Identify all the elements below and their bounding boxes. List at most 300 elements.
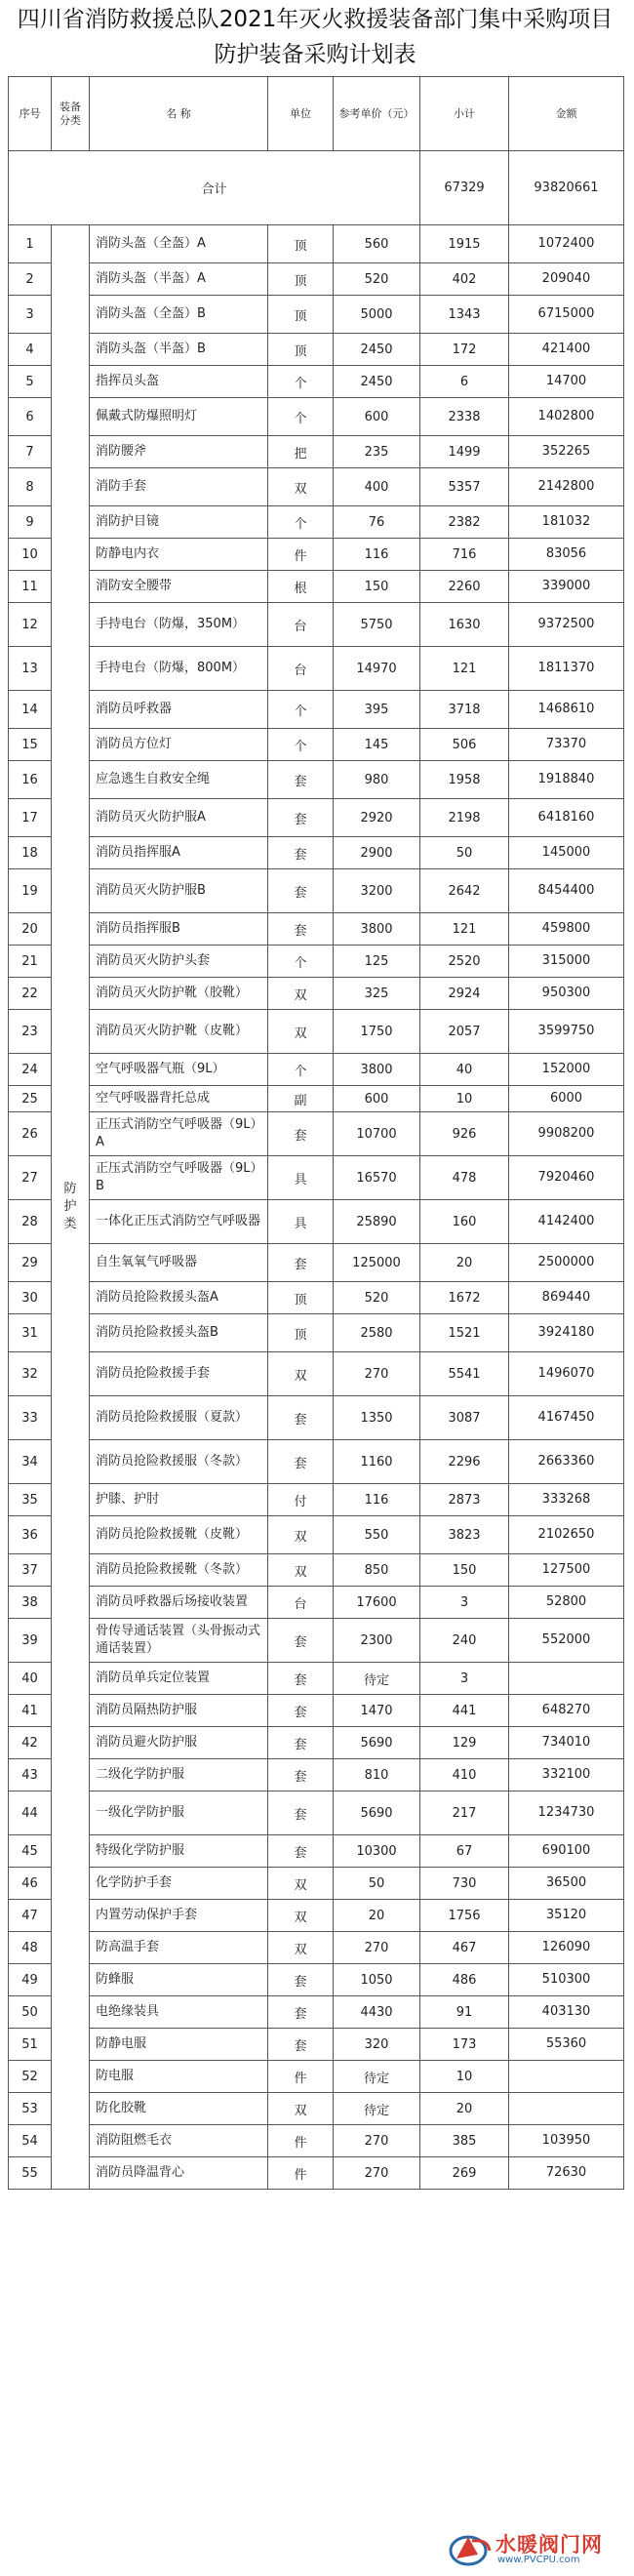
- cell-amount: 4142400: [509, 1200, 624, 1244]
- cell-amount: 332100: [509, 1759, 624, 1791]
- cell-unit-price: 5000: [334, 296, 420, 334]
- cell-index: 41: [9, 1695, 52, 1727]
- cell-name: 手持电台（防爆，350M）: [90, 603, 268, 647]
- cell-unit: 双: [268, 1352, 334, 1396]
- cell-subtotal: 3: [420, 1587, 509, 1619]
- table-row: [9, 296, 624, 334]
- cell-unit: 付: [268, 1484, 334, 1516]
- cell-unit-price: 待定: [334, 1663, 420, 1695]
- table-row: [9, 1759, 624, 1791]
- cell-index: 14: [9, 691, 52, 729]
- cell-index: 54: [9, 2125, 52, 2157]
- cell-subtotal: 2520: [420, 946, 509, 978]
- table-row: [9, 571, 624, 603]
- cell-subtotal: 1958: [420, 761, 509, 799]
- cell-subtotal: 269: [420, 2157, 509, 2190]
- cell-subtotal: 1499: [420, 436, 509, 468]
- cell-name: 消防安全腰带: [90, 571, 268, 603]
- cell-amount: 126090: [509, 1932, 624, 1964]
- table-row: [9, 1516, 624, 1554]
- cell-unit: 套: [268, 1996, 334, 2029]
- cell-unit: 个: [268, 946, 334, 978]
- cell-amount: 181032: [509, 506, 624, 539]
- cell-name: 一级化学防护服: [90, 1791, 268, 1835]
- cell-unit: 个: [268, 691, 334, 729]
- cell-unit: 件: [268, 2061, 334, 2093]
- cell-name: 消防头盔（全盔）A: [90, 225, 268, 263]
- cell-amount: [509, 2061, 624, 2093]
- header-index: 序号: [9, 77, 52, 151]
- cell-unit: 套: [268, 1835, 334, 1868]
- cell-index: 13: [9, 647, 52, 691]
- cell-name: 消防员指挥服A: [90, 837, 268, 869]
- cell-amount: 2102650: [509, 1516, 624, 1554]
- cell-unit: 套: [268, 913, 334, 946]
- cell-name: 防高温手套: [90, 1932, 268, 1964]
- table-row: [9, 506, 624, 539]
- cell-amount: 14700: [509, 366, 624, 398]
- cell-unit: 双: [268, 2093, 334, 2125]
- cell-unit: 顶: [268, 1282, 334, 1314]
- cell-unit-price: 1050: [334, 1964, 420, 1996]
- cell-name: 指挥员头盔: [90, 366, 268, 398]
- cell-unit-price: 1470: [334, 1695, 420, 1727]
- cell-index: 19: [9, 869, 52, 913]
- cell-subtotal: 20: [420, 1244, 509, 1282]
- cell-category: 防护类: [52, 225, 90, 2190]
- table-row: [9, 334, 624, 366]
- cell-unit-price: 14970: [334, 647, 420, 691]
- cell-subtotal: 402: [420, 263, 509, 296]
- cell-amount: 52800: [509, 1587, 624, 1619]
- cell-index: 24: [9, 1054, 52, 1086]
- cell-subtotal: 506: [420, 729, 509, 761]
- cell-name: 空气呼吸器背托总成: [90, 1086, 268, 1112]
- cell-unit-price: 520: [334, 263, 420, 296]
- cell-index: 25: [9, 1086, 52, 1112]
- cell-subtotal: 926: [420, 1112, 509, 1156]
- cell-unit-price: 2900: [334, 837, 420, 869]
- table-row: [9, 1868, 624, 1900]
- cell-name: 自生氧氧气呼吸器: [90, 1244, 268, 1282]
- table-row: [9, 1314, 624, 1352]
- cell-name: 电绝缘装具: [90, 1996, 268, 2029]
- cell-name: 消防员灭火防护头套: [90, 946, 268, 978]
- cell-index: 46: [9, 1868, 52, 1900]
- cell-name: 消防头盔（半盔）A: [90, 263, 268, 296]
- cell-amount: 1234730: [509, 1791, 624, 1835]
- cell-amount: 315000: [509, 946, 624, 978]
- cell-index: 40: [9, 1663, 52, 1695]
- cell-subtotal: 67: [420, 1835, 509, 1868]
- cell-name: 消防员避火防护服: [90, 1727, 268, 1759]
- cell-unit: 个: [268, 729, 334, 761]
- cell-name: 消防员灭火防护服B: [90, 869, 268, 913]
- cell-amount: 333268: [509, 1484, 624, 1516]
- cell-subtotal: 2338: [420, 398, 509, 436]
- cell-subtotal: 217: [420, 1791, 509, 1835]
- cell-index: 34: [9, 1440, 52, 1484]
- header-category: 装备分类: [52, 77, 90, 151]
- cell-unit: 套: [268, 1759, 334, 1791]
- cell-subtotal: 441: [420, 1695, 509, 1727]
- cell-subtotal: 129: [420, 1727, 509, 1759]
- cell-name: 消防员单兵定位装置: [90, 1663, 268, 1695]
- site-watermark: [449, 2525, 629, 2572]
- table-row: [9, 869, 624, 913]
- cell-index: 36: [9, 1516, 52, 1554]
- cell-index: 45: [9, 1835, 52, 1868]
- cell-index: 30: [9, 1282, 52, 1314]
- cell-index: 31: [9, 1314, 52, 1352]
- cell-unit-price: 235: [334, 436, 420, 468]
- cell-index: 21: [9, 946, 52, 978]
- cell-subtotal: 2382: [420, 506, 509, 539]
- table-row: [9, 913, 624, 946]
- cell-name: 应急逃生自救安全绳: [90, 761, 268, 799]
- cell-index: 3: [9, 296, 52, 334]
- cell-name: 内置劳动保护手套: [90, 1900, 268, 1932]
- cell-index: 9: [9, 506, 52, 539]
- cell-amount: 3924180: [509, 1314, 624, 1352]
- cell-subtotal: 2260: [420, 571, 509, 603]
- cell-name: 消防员抢险救援手套: [90, 1352, 268, 1396]
- cell-name: 消防头盔（全盔）B: [90, 296, 268, 334]
- cell-index: 37: [9, 1554, 52, 1587]
- cell-index: 53: [9, 2093, 52, 2125]
- cell-name: 消防头盔（半盔）B: [90, 334, 268, 366]
- cell-unit: 副: [268, 1086, 334, 1112]
- cell-index: 32: [9, 1352, 52, 1396]
- table-row: [9, 2061, 624, 2093]
- header-unit-price: 参考单价（元）: [334, 77, 420, 151]
- cell-subtotal: 1756: [420, 1900, 509, 1932]
- table-row: [9, 946, 624, 978]
- cell-unit: 双: [268, 1010, 334, 1054]
- cell-name: 特级化学防护服: [90, 1835, 268, 1868]
- cell-index: 17: [9, 799, 52, 837]
- table-row: [9, 1086, 624, 1112]
- cell-subtotal: 385: [420, 2125, 509, 2157]
- table-row: [9, 398, 624, 436]
- cell-amount: 1496070: [509, 1352, 624, 1396]
- table-row: [9, 1200, 624, 1244]
- cell-subtotal: 1915: [420, 225, 509, 263]
- cell-unit-price: 2920: [334, 799, 420, 837]
- cell-index: 55: [9, 2157, 52, 2190]
- cell-unit-price: 810: [334, 1759, 420, 1791]
- cell-amount: 403130: [509, 1996, 624, 2029]
- cell-name: 消防员指挥服B: [90, 913, 268, 946]
- cell-index: 44: [9, 1791, 52, 1835]
- header-unit: 单位: [268, 77, 334, 151]
- cell-unit: 顶: [268, 334, 334, 366]
- cell-name: 消防员灭火防护靴（胶靴）: [90, 978, 268, 1010]
- cell-subtotal: 1672: [420, 1282, 509, 1314]
- cell-unit: 套: [268, 1112, 334, 1156]
- summary-subtotal: 67329: [420, 151, 509, 225]
- cell-subtotal: 6: [420, 366, 509, 398]
- cell-unit-price: 1160: [334, 1440, 420, 1484]
- cell-name: 防电服: [90, 2061, 268, 2093]
- table-row: [9, 2125, 624, 2157]
- cell-unit: 具: [268, 1200, 334, 1244]
- cell-unit: 套: [268, 1663, 334, 1695]
- cell-unit-price: 3800: [334, 1054, 420, 1086]
- cell-index: 28: [9, 1200, 52, 1244]
- watermark-text: 水暖阀门网: [495, 2533, 603, 2556]
- cell-unit: 套: [268, 2029, 334, 2061]
- watermark-url: www.PVCPU.com: [497, 2555, 580, 2565]
- cell-unit: 套: [268, 1727, 334, 1759]
- cell-name: 骨传导通话装置（头骨振动式通话装置）: [90, 1619, 268, 1663]
- table-row: [9, 1156, 624, 1200]
- cell-name: 消防员方位灯: [90, 729, 268, 761]
- cell-index: 8: [9, 468, 52, 506]
- cell-name: 佩戴式防爆照明灯: [90, 398, 268, 436]
- table-row: [9, 799, 624, 837]
- cell-index: 12: [9, 603, 52, 647]
- cell-subtotal: 50: [420, 837, 509, 869]
- cell-subtotal: 1343: [420, 296, 509, 334]
- cell-subtotal: 121: [420, 913, 509, 946]
- cell-name: 消防手套: [90, 468, 268, 506]
- cell-amount: 152000: [509, 1054, 624, 1086]
- table-row: [9, 263, 624, 296]
- cell-index: 15: [9, 729, 52, 761]
- header-amount: 金额: [509, 77, 624, 151]
- cell-name: 防静电服: [90, 2029, 268, 2061]
- cell-name: 正压式消防空气呼吸器（9L）B: [90, 1156, 268, 1200]
- cell-unit-price: 76: [334, 506, 420, 539]
- table-row: [9, 1727, 624, 1759]
- cell-index: 43: [9, 1759, 52, 1791]
- cell-unit-price: 270: [334, 1352, 420, 1396]
- cell-unit: 件: [268, 2125, 334, 2157]
- pv-logo-icon: [449, 2529, 492, 2568]
- cell-unit-price: 600: [334, 398, 420, 436]
- cell-name: 消防员抢险救援服（夏款）: [90, 1396, 268, 1440]
- procurement-table: [8, 76, 624, 2190]
- cell-unit: 台: [268, 603, 334, 647]
- cell-unit-price: 550: [334, 1516, 420, 1554]
- cell-index: 20: [9, 913, 52, 946]
- cell-subtotal: 2873: [420, 1484, 509, 1516]
- cell-subtotal: 173: [420, 2029, 509, 2061]
- cell-index: 52: [9, 2061, 52, 2093]
- cell-unit: 套: [268, 837, 334, 869]
- cell-index: 18: [9, 837, 52, 869]
- cell-subtotal: 3718: [420, 691, 509, 729]
- header-name: 名 称: [90, 77, 268, 151]
- cell-index: 29: [9, 1244, 52, 1282]
- cell-unit: 台: [268, 1587, 334, 1619]
- table-header-row: [9, 77, 624, 151]
- cell-amount: 36500: [509, 1868, 624, 1900]
- cell-index: 47: [9, 1900, 52, 1932]
- cell-unit: 套: [268, 1619, 334, 1663]
- cell-amount: 9908200: [509, 1112, 624, 1156]
- cell-name: 空气呼吸器气瓶（9L）: [90, 1054, 268, 1086]
- table-row: [9, 2093, 624, 2125]
- cell-unit-price: 50: [334, 1868, 420, 1900]
- cell-amount: 2500000: [509, 1244, 624, 1282]
- cell-index: 10: [9, 539, 52, 571]
- cell-unit: 双: [268, 1868, 334, 1900]
- cell-subtotal: 91: [420, 1996, 509, 2029]
- cell-amount: 352265: [509, 436, 624, 468]
- cell-subtotal: 2296: [420, 1440, 509, 1484]
- cell-unit-price: 3800: [334, 913, 420, 946]
- table-row: [9, 1440, 624, 1484]
- cell-unit-price: 待定: [334, 2093, 420, 2125]
- cell-unit-price: 4430: [334, 1996, 420, 2029]
- cell-index: 50: [9, 1996, 52, 2029]
- cell-amount: 552000: [509, 1619, 624, 1663]
- cell-name: 消防员灭火防护服A: [90, 799, 268, 837]
- cell-amount: 1072400: [509, 225, 624, 263]
- cell-unit: 个: [268, 1054, 334, 1086]
- cell-amount: 1811370: [509, 647, 624, 691]
- table-row: [9, 1932, 624, 1964]
- cell-unit-price: 5690: [334, 1791, 420, 1835]
- cell-index: 1: [9, 225, 52, 263]
- cell-subtotal: 3823: [420, 1516, 509, 1554]
- table-row: [9, 1996, 624, 2029]
- cell-unit: 套: [268, 1440, 334, 1484]
- cell-unit: 具: [268, 1156, 334, 1200]
- cell-unit-price: 2580: [334, 1314, 420, 1352]
- cell-index: 35: [9, 1484, 52, 1516]
- cell-unit-price: 1750: [334, 1010, 420, 1054]
- cell-subtotal: 150: [420, 1554, 509, 1587]
- cell-index: 51: [9, 2029, 52, 2061]
- table-row: [9, 1663, 624, 1695]
- cell-amount: 9372500: [509, 603, 624, 647]
- cell-unit-price: 16570: [334, 1156, 420, 1200]
- table-row: [9, 225, 624, 263]
- cell-name: 护膝、护肘: [90, 1484, 268, 1516]
- cell-name: 一体化正压式消防空气呼吸器: [90, 1200, 268, 1244]
- table-row: [9, 1282, 624, 1314]
- cell-index: 11: [9, 571, 52, 603]
- cell-name: 消防员降温背心: [90, 2157, 268, 2190]
- cell-unit-price: 116: [334, 539, 420, 571]
- cell-unit-price: 5750: [334, 603, 420, 647]
- table-row: [9, 1964, 624, 1996]
- cell-unit: 件: [268, 2157, 334, 2190]
- cell-subtotal: 10: [420, 2061, 509, 2093]
- cell-amount: 55360: [509, 2029, 624, 2061]
- cell-index: 38: [9, 1587, 52, 1619]
- cell-subtotal: 478: [420, 1156, 509, 1200]
- table-row: [9, 1484, 624, 1516]
- cell-index: 39: [9, 1619, 52, 1663]
- cell-index: 48: [9, 1932, 52, 1964]
- header-subtotal: 小计: [420, 77, 509, 151]
- cell-amount: 3599750: [509, 1010, 624, 1054]
- table-row: [9, 2157, 624, 2190]
- cell-unit: 套: [268, 1964, 334, 1996]
- cell-amount: 421400: [509, 334, 624, 366]
- table-row: [9, 1695, 624, 1727]
- cell-amount: 72630: [509, 2157, 624, 2190]
- cell-amount: 1918840: [509, 761, 624, 799]
- cell-subtotal: 172: [420, 334, 509, 366]
- cell-unit-price: 10300: [334, 1835, 420, 1868]
- cell-unit-price: 5690: [334, 1727, 420, 1759]
- cell-unit: 个: [268, 506, 334, 539]
- cell-name: 防蜂服: [90, 1964, 268, 1996]
- cell-subtotal: 1630: [420, 603, 509, 647]
- cell-unit-price: 17600: [334, 1587, 420, 1619]
- cell-amount: 2663360: [509, 1440, 624, 1484]
- cell-unit: 顶: [268, 263, 334, 296]
- cell-subtotal: 5541: [420, 1352, 509, 1396]
- cell-unit: 台: [268, 647, 334, 691]
- cell-unit: 个: [268, 366, 334, 398]
- cell-unit: 双: [268, 1516, 334, 1554]
- cell-amount: 103950: [509, 2125, 624, 2157]
- cell-unit-price: 850: [334, 1554, 420, 1587]
- cell-subtotal: 730: [420, 1868, 509, 1900]
- cell-unit-price: 520: [334, 1282, 420, 1314]
- cell-unit-price: 270: [334, 1932, 420, 1964]
- cell-subtotal: 10: [420, 1086, 509, 1112]
- cell-unit-price: 10700: [334, 1112, 420, 1156]
- cell-subtotal: 467: [420, 1932, 509, 1964]
- cell-unit: 把: [268, 436, 334, 468]
- cell-unit: 双: [268, 1554, 334, 1587]
- cell-unit-price: 3200: [334, 869, 420, 913]
- table-row: [9, 1554, 624, 1587]
- summary-row: [9, 151, 624, 225]
- cell-amount: 459800: [509, 913, 624, 946]
- cell-amount: 7920460: [509, 1156, 624, 1200]
- cell-subtotal: 410: [420, 1759, 509, 1791]
- cell-amount: 1402800: [509, 398, 624, 436]
- cell-index: 27: [9, 1156, 52, 1200]
- table-row: [9, 1352, 624, 1396]
- cell-amount: 869440: [509, 1282, 624, 1314]
- cell-amount: 510300: [509, 1964, 624, 1996]
- cell-index: 23: [9, 1010, 52, 1054]
- cell-amount: 35120: [509, 1900, 624, 1932]
- cell-name: 二级化学防护服: [90, 1759, 268, 1791]
- cell-subtotal: 3087: [420, 1396, 509, 1440]
- cell-unit: 顶: [268, 1314, 334, 1352]
- cell-unit-price: 2450: [334, 366, 420, 398]
- table-row: [9, 1900, 624, 1932]
- cell-subtotal: 5357: [420, 468, 509, 506]
- cell-name: 防静电内衣: [90, 539, 268, 571]
- cell-index: 2: [9, 263, 52, 296]
- cell-amount: 1468610: [509, 691, 624, 729]
- table-row: [9, 366, 624, 398]
- table-row: [9, 729, 624, 761]
- cell-unit: 双: [268, 978, 334, 1010]
- cell-amount: 73370: [509, 729, 624, 761]
- table-row: [9, 539, 624, 571]
- cell-unit-price: 2450: [334, 334, 420, 366]
- cell-unit: 套: [268, 1396, 334, 1440]
- cell-index: 49: [9, 1964, 52, 1996]
- cell-unit-price: 25890: [334, 1200, 420, 1244]
- table-row: [9, 691, 624, 729]
- cell-subtotal: 160: [420, 1200, 509, 1244]
- cell-name: 消防员呼救器: [90, 691, 268, 729]
- cell-name: 消防员抢险救援头盔A: [90, 1282, 268, 1314]
